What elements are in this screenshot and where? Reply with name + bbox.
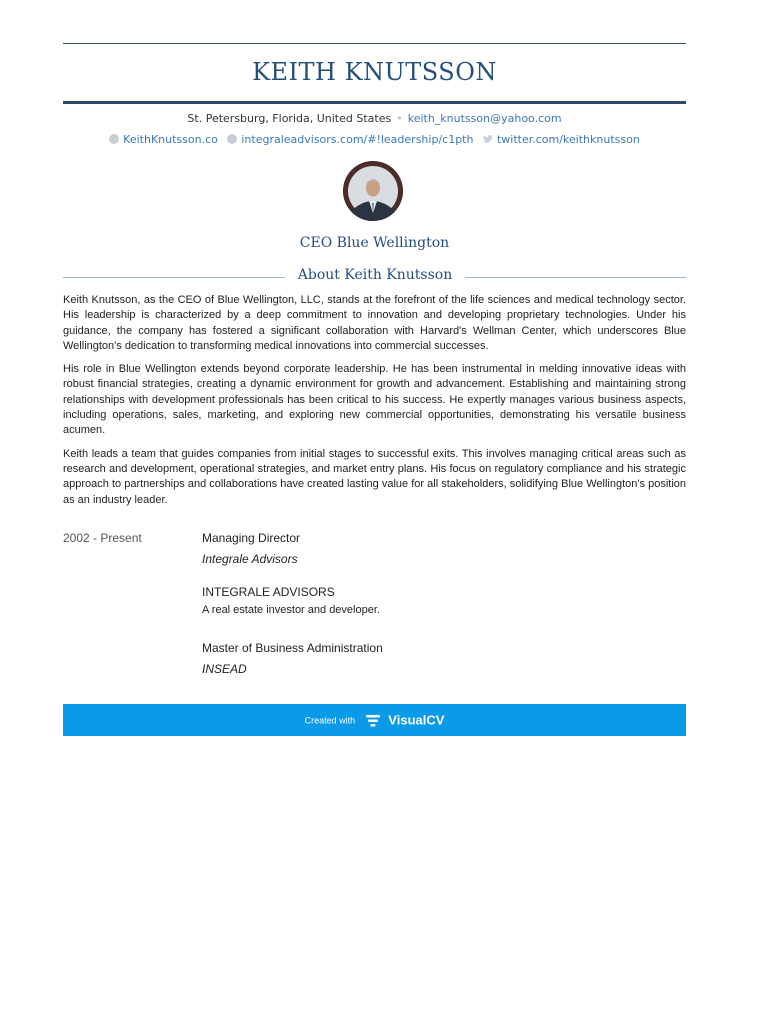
visualcv-brand: VisualCV: [388, 712, 445, 728]
twitter-icon: [483, 135, 493, 143]
company-name: INTEGRALE ADVISORS: [202, 585, 335, 599]
company-entry: [63, 585, 686, 625]
profile-photo: [343, 161, 403, 221]
education-degree: Master of Business Administration: [202, 641, 383, 655]
experience-title: Managing Director: [202, 531, 301, 545]
education-school: INSEAD: [202, 662, 247, 676]
twitter-link[interactable]: [483, 133, 640, 147]
website-link[interactable]: [109, 133, 218, 147]
section-divider-right: [465, 277, 686, 278]
separator-dot: •: [396, 112, 403, 125]
links-line: [63, 133, 686, 147]
visualcv-footer[interactable]: [63, 704, 686, 736]
contact-line: [63, 112, 686, 126]
header-top-rule: [63, 43, 686, 44]
location-text: St. Petersburg, Florida, United States: [187, 112, 392, 125]
experience-entry: [63, 531, 686, 571]
company-site-link[interactable]: [227, 133, 473, 147]
website-link-label: KeithKnutsson.co: [123, 133, 218, 146]
person-name: KEITH KNUTSSON: [252, 58, 497, 86]
globe-icon: [227, 134, 237, 144]
section-divider-left: [63, 277, 285, 278]
about-paragraph: Keith leads a team that guides companies from initial stages to successful exits. This involves managing critical areas such as research and development, operational strategies, and market entry plans. His focus on regulatory compliance and his strategic approach to partnerships and collaborations have created lasting value for all stakeholders, solidifying Blue Wellington's position as an industry leader.: [63, 447, 686, 506]
twitter-link-label: twitter.com/keithknutsson: [496, 133, 640, 146]
about-section-title: About Keith Knutsson: [297, 267, 453, 283]
experience-company: Integrale Advisors: [202, 552, 298, 566]
globe-icon: [109, 134, 119, 144]
company-site-link-label: integraleadvisors.com/#!leadership/c1pth: [241, 133, 474, 146]
experience-dates: 2002 - Present: [63, 531, 142, 545]
current-role: CEO Blue Wellington: [299, 235, 450, 251]
about-paragraph: His role in Blue Wellington extends beyond corporate leadership. He has been instrumental in melding innovative ideas with robust financial strategies, creating a dynamic environment for growth and advancement. Establishing and maintaining strong relationships with development professionals has been critical to his success. He expertly manages various business aspects, including operations, sales, marketing, and exploring new commercial opportunities, demonstrating his versatile business acumen.: [63, 363, 686, 437]
email-link[interactable]: keith_knutsson@yahoo.com: [407, 112, 562, 125]
about-paragraph: Keith Knutsson, as the CEO of Blue Wellington, LLC, stands at the forefront of the life sciences and medical technology sector. His leadership is characterized by a deep commitment to innovation and developing proprietary technologies. Under his guidance, the company has fostered a significant collaboration with Harvard's Wellman Center, which underscores Blue Wellington's dedication to transforming medical innovations into commercial successes.: [63, 294, 686, 352]
about-body: [63, 293, 686, 516]
company-description: A real estate investor and developer.: [202, 604, 380, 616]
visualcv-logo-icon: [366, 714, 380, 728]
education-entry: [63, 641, 686, 681]
header-bottom-rule: [63, 101, 686, 104]
created-with-text: Created with: [304, 715, 356, 726]
